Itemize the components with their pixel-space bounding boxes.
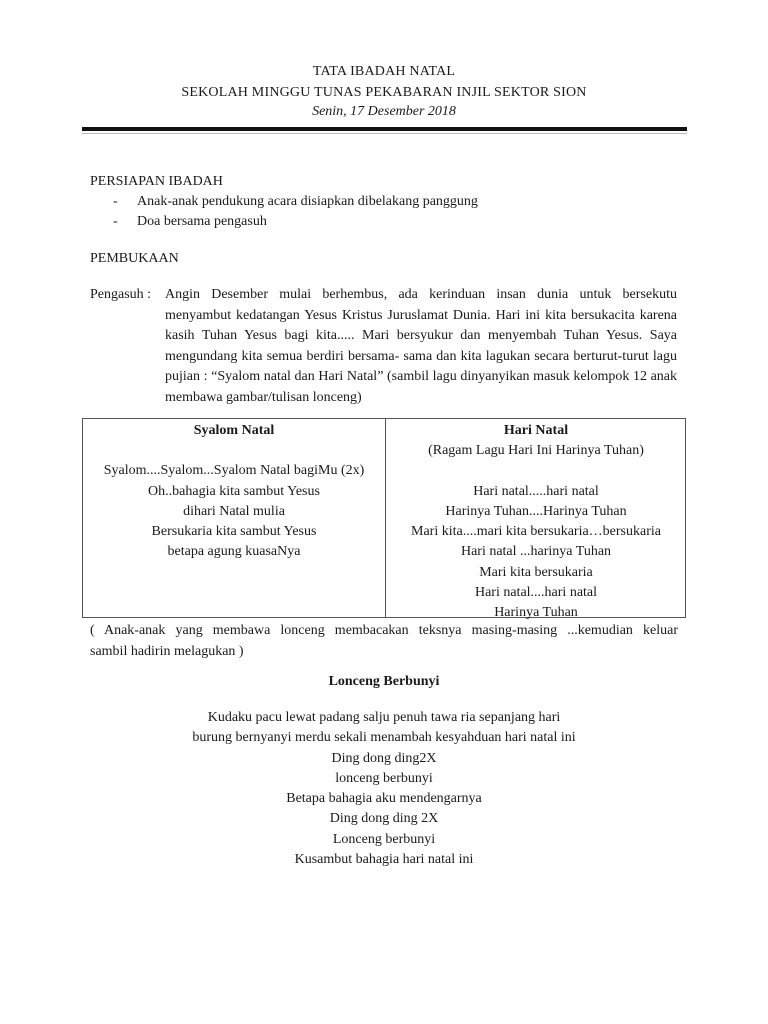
instruction-note <box>90 620 678 662</box>
lyric-line: betapa agung kuasaNya <box>167 544 301 560</box>
song-subtitle: (Ragam Lagu Hari Ini Harinya Tuhan) <box>428 443 644 459</box>
song-table <box>82 418 686 621</box>
lyric-line: Oh..bahagia kita sambut Yesus <box>148 483 320 499</box>
lyric-line: Hari natal ...harinya Tuhan <box>460 544 612 560</box>
song-column-syalom-natal <box>83 419 385 563</box>
header-rule <box>82 127 687 131</box>
dash-bullet: - <box>113 194 118 209</box>
note-line: ( Anak-anak yang membawa lonceng membacakan teksnya masing-masing ...kemudian keluar <box>90 623 678 638</box>
lyric-line: Kudaku pacu lewat padang salju penuh tawa ria sepanjang hari <box>207 710 561 725</box>
lyric-line: lonceng berbunyi <box>335 770 433 786</box>
song-column-hari-natal <box>386 419 686 624</box>
song-title: Syalom Natal <box>193 423 275 438</box>
speaker-label: Pengasuh : <box>90 287 152 302</box>
note-line: sambil hadirin melagukan ) <box>90 644 244 659</box>
lyric-line: Ding dong ding 2X <box>329 811 439 827</box>
lonceng-lyrics <box>0 708 768 870</box>
lyric-line: Kusambut bahagia hari natal ini <box>294 852 474 868</box>
dash-bullet: - <box>113 214 118 229</box>
persiapan-list <box>113 192 478 232</box>
lyric-line: Betapa bahagia aku mendengarnya <box>286 791 482 807</box>
section-heading-pembukaan: PEMBUKAAN <box>90 251 179 266</box>
list-item: - Anak-anak pendukung acara disiapkan dibelakang panggung <box>113 192 478 212</box>
lyric-line: Hari natal....hari natal <box>474 585 598 601</box>
lyric-line: burung bernyanyi merdu sekali menambah kesyahduan hari natal ini <box>192 730 576 746</box>
header-rule-thin <box>82 133 687 134</box>
song-title-lonceng-berbunyi: Lonceng Berbunyi <box>328 674 440 689</box>
lyric-line: Mari kita bersukaria <box>479 564 593 580</box>
school-name: SEKOLAH MINGGU TUNAS PEKABARAN INJIL SEKTOR SION <box>181 85 587 100</box>
lyric-line: Bersukaria kita sambut Yesus <box>151 524 317 540</box>
lyric-line: Harinya Tuhan....Harinya Tuhan <box>445 503 627 519</box>
lyric-line: Mari kita....mari kita bersukaria…bersukaria <box>411 524 661 540</box>
service-date: Senin, 17 Desember 2018 <box>312 104 456 119</box>
lyric-line: Ding dong ding2X <box>331 750 437 766</box>
lyric-line: dihari Natal mulia <box>183 503 285 519</box>
lyric-line: Harinya Tuhan <box>494 605 578 621</box>
song-title: Hari Natal <box>503 423 569 438</box>
lyric-line: Lonceng berbunyi <box>332 831 436 847</box>
pembukaan-paragraph: Angin Desember mulai berhembus, ada kerinduan insan dunia untuk bersekutu menyambut kedatangan Yesus Kristus Juruslamat Dunia. Hari ini kita bersukacita karena kasih Tuhan Yesus bagi kita..... Mari bersyukur dan menyembah Tuhan Yesus. Saya mengundang kita semua berdiri bersama- sama dan kita lagukan secara berturut-turut lagu pujian : “Syalom natal dan Hari Natal” (sambil lagu dinyanyikan masuk kelompok 12 anak membawa gambar/tulisan lonceng) <box>165 287 677 405</box>
document-title: TATA IBADAH NATAL <box>312 64 456 79</box>
lyric-line: Syalom....Syalom...Syalom Natal bagiMu (2x) <box>103 463 365 479</box>
section-heading-persiapan: PERSIAPAN IBADAH <box>90 174 223 189</box>
lyric-line: Hari natal.....hari natal <box>473 483 599 499</box>
list-item: - Doa bersama pengasuh <box>113 212 478 232</box>
